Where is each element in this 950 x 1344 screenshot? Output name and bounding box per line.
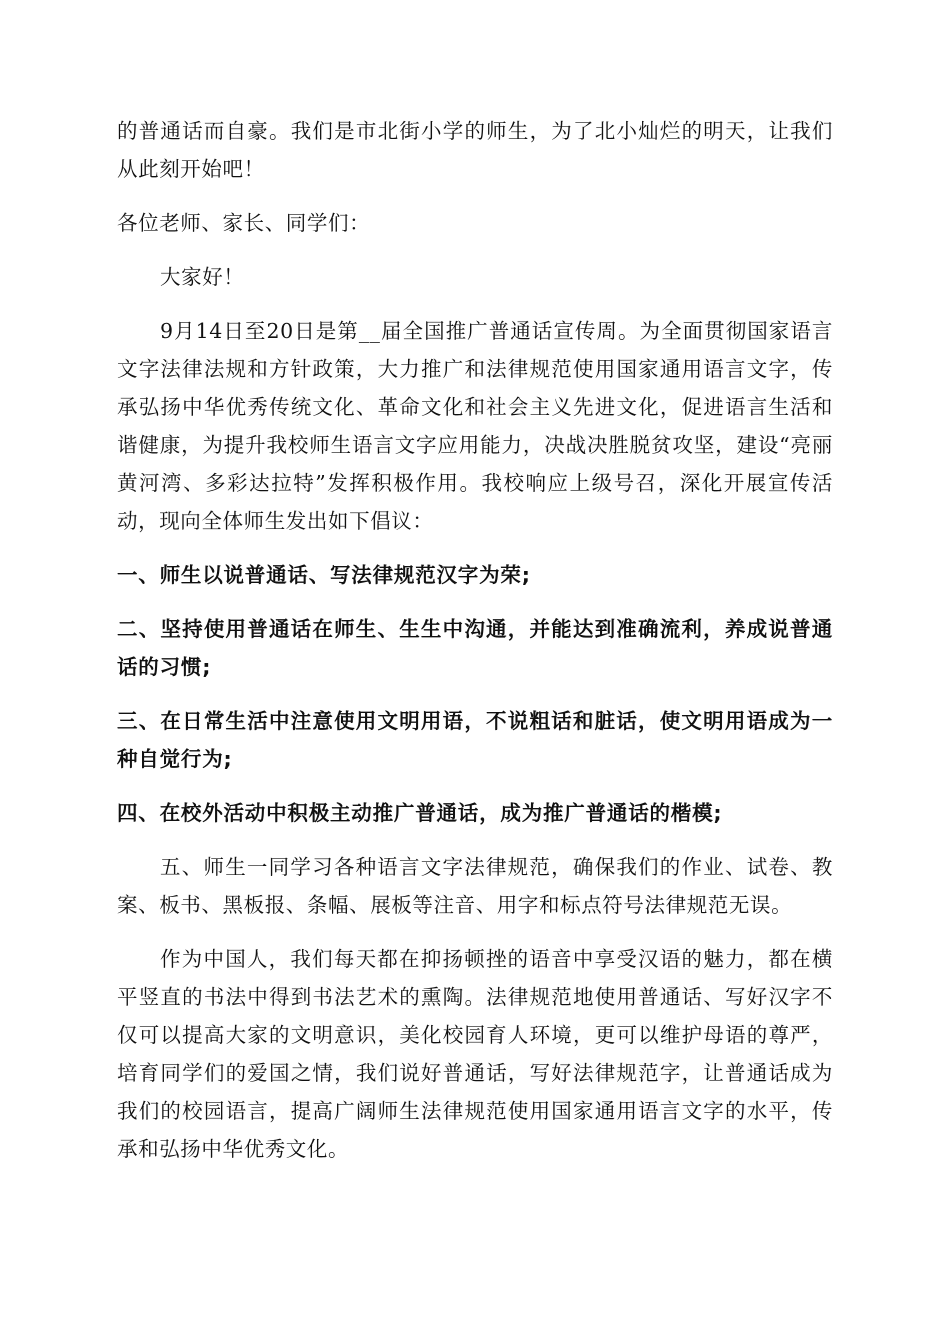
proposal-item-4: 四、在校外活动中积极主动推广普通话，成为推广普通话的楷模; (117, 801, 723, 825)
paragraph-main: 9月14日至20日是第__届全国推广普通话宣传周。为全面贯彻国家语言文字法律法规和方针政策，大力推广和法律规范使用国家通用语言文字，传承弘扬中华优秀传统文化、革命文化和社会主义先进文化，促进语言生活和谐健康，为提升我校师生语言文字应用能力，决战决胜脱贫攻坚，建设“亮丽黄河湾、多彩达拉特”发挥积极作用。我校响应上级号召，深化开展宣传活动，现向全体师生发出如下倡议： (117, 319, 833, 533)
proposal-item-1: 一、师生以说普通话、写法律规范汉字为荣; (117, 563, 531, 587)
document-body (117, 112, 833, 1184)
proposal-item-3: 三、在日常生活中注意使用文明用语，不说粗话和脏话，使文明用语成为一种自觉行为; (117, 709, 833, 771)
proposal-item-2: 二、坚持使用普通话在师生、生生中沟通，并能达到准确流利，养成说普通话的习惯; (117, 617, 833, 679)
paragraph-intro-continuation: 的普通话而自豪。我们是市北街小学的师生，为了北小灿烂的明天，让我们从此刻开始吧！ (117, 119, 833, 181)
proposal-item-5: 五、师生一同学习各种语言文字法律规范，确保我们的作业、试卷、教案、板书、黑板报、条幅、展板等注音、用字和标点符号法律规范无误。 (117, 855, 833, 917)
paragraph-closing: 作为中国人，我们每天都在抑扬顿挫的语音中享受汉语的魅力，都在横平竖直的书法中得到书法艺术的熏陶。法律规范地使用普通话、写好汉字不仅可以提高大家的文明意识，美化校园育人环境，更可以维护母语的尊严，培育同学们的爱国之情，我们说好普通话，写好法律规范字，让普通话成为我们的校园语言，提高广阔师生法律规范使用国家通用语言文字的水平，传承和弘扬中华优秀文化。 (117, 947, 833, 1161)
salutation: 各位老师、家长、同学们： (117, 211, 371, 235)
greeting: 大家好！ (160, 265, 245, 289)
